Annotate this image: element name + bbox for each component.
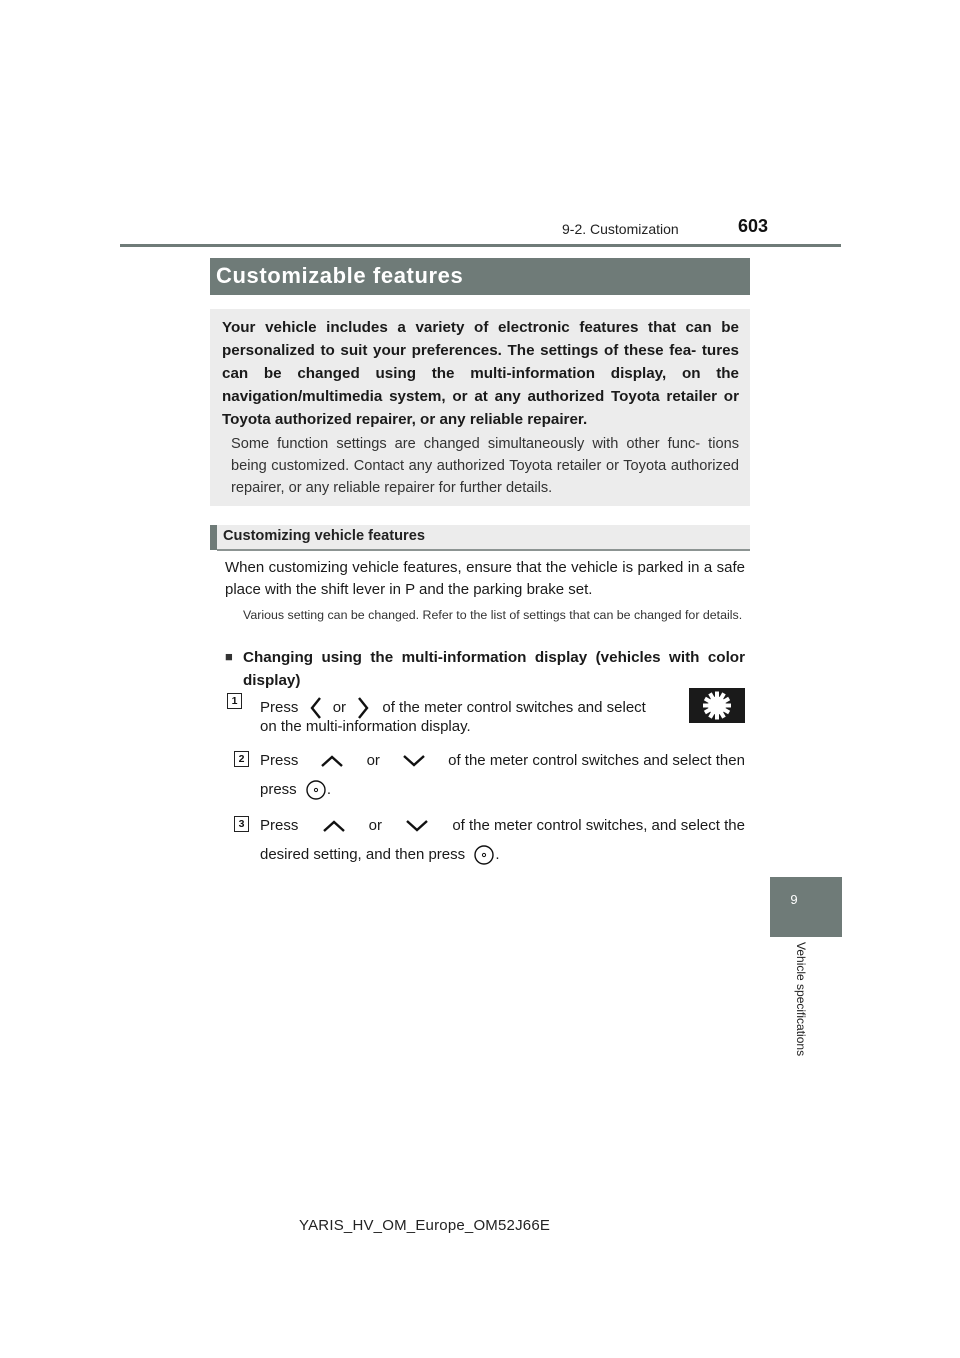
step-2-or: or [366, 752, 380, 769]
footer-doc-id: YARIS_HV_OM_Europe_OM52J66E [299, 1217, 551, 1234]
step-2-line-2 [260, 778, 331, 802]
chapter-number: 9 [790, 892, 798, 907]
step-number-1: 1 [227, 693, 242, 709]
header-rule [120, 244, 841, 247]
step-2-line-1 [260, 752, 745, 769]
intro-text: Your vehicle includes a variety of electronic features that can be personalized to suit your preferences. The settings of these fea- tures can be changed using the multi-information display, on the navigation/multimedia system, or at any authorized Toyota retailer or Toyota authorized repairer, or any reliable repairer. [222, 319, 739, 428]
step-1-rest: of the meter control switches and select [382, 698, 646, 716]
item-heading: Changing using the multi-information display (vehicles with color display) [243, 649, 745, 689]
chevron-down-icon [405, 819, 429, 833]
step-1-line-1 [260, 696, 646, 720]
step-1-press: Press [260, 698, 299, 716]
chapter-tab [770, 877, 842, 937]
step-number-2: 2 [234, 751, 249, 767]
intro-note: Some function settings are changed simultaneously with other func- tions being customized. Contact any authorized Toyota retailer or Toyota authorized repairer, or any reliable repairer for further details. [231, 436, 739, 496]
body-paragraph: When customizing vehicle features, ensure that the vehicle is parked in a safe place with the shift lever in P and the parking brake set. [225, 559, 745, 598]
step-3-press: Press [260, 817, 299, 834]
step-number-3: 3 [234, 816, 249, 832]
section-label: 9-2. Customization [562, 221, 679, 237]
chevron-down-icon [402, 754, 426, 768]
bullet-icon: ■ [225, 649, 233, 664]
ok-button-icon [474, 843, 494, 867]
gear-settings-icon [689, 688, 745, 723]
subheading: Customizing vehicle features [223, 528, 425, 544]
step-3-line2-text: desired setting, and then press [260, 845, 466, 863]
subheading-accent [210, 525, 217, 550]
chevron-up-icon [320, 754, 344, 768]
small-note: Various setting can be changed. Refer to the list of settings that can be changed for details. [243, 608, 743, 622]
step-2-line2-end: . [326, 780, 332, 798]
step-2-press: Press [260, 752, 299, 769]
chevron-up-icon [322, 819, 346, 833]
step-3-line-1 [260, 817, 745, 834]
chevron-right-icon [356, 696, 370, 720]
step-3-line-2 [260, 843, 499, 867]
ok-button-icon [306, 778, 326, 802]
step-3-rest: of the meter control switches, and select the [452, 817, 745, 834]
chevron-left-icon [309, 696, 323, 720]
page-number: 603 [738, 216, 769, 236]
chapter-title: Vehicle specifications [794, 942, 808, 1057]
page-title: Customizable features [216, 263, 464, 288]
step-1-line-2: on the multi-information display. [260, 718, 471, 735]
step-2-line2-press: press [260, 780, 297, 798]
subheading-underline [217, 549, 750, 551]
step-3-or: or [368, 817, 382, 834]
step-3-line2-end: . [495, 845, 500, 863]
step-2-rest: of the meter control switches and select then [448, 752, 745, 769]
step-1-or: or [332, 698, 347, 716]
